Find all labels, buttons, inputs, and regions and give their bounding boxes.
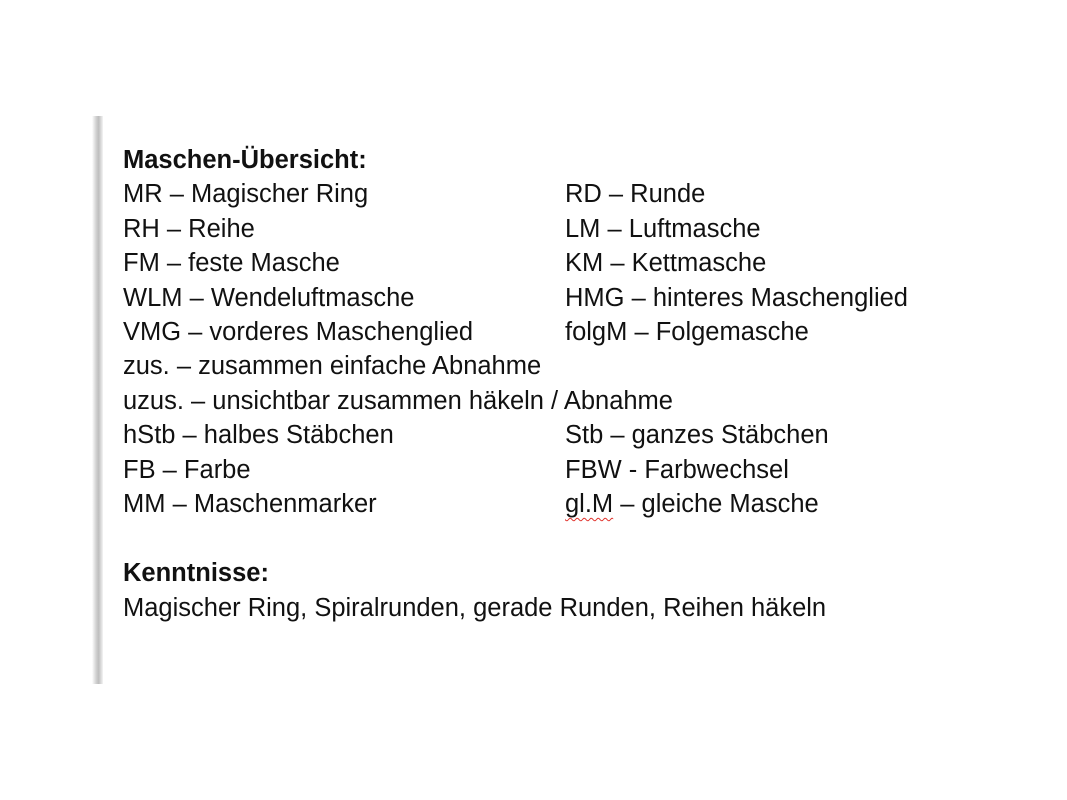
- spellcheck-flagged-word: gl.M: [565, 489, 614, 518]
- abbreviation-uzus: uzus. – unsichtbar zusammen häkeln / Abnahme: [123, 386, 673, 415]
- abbreviation-glm-meaning: – gleiche Masche: [613, 489, 819, 518]
- skills-text: Magischer Ring, Spiralrunden, gerade Runden, Reihen häkeln: [123, 593, 827, 622]
- abbreviation-row: [123, 315, 1023, 349]
- abbreviation-row: [123, 281, 1023, 315]
- abbreviation-row: [123, 453, 1023, 487]
- abbreviation-row: [123, 246, 1023, 280]
- abbreviations-heading: Maschen-Übersicht:: [123, 146, 367, 174]
- abbreviation-mm: MM – Maschenmarker: [123, 489, 377, 518]
- page-edge-shadow: [92, 116, 103, 684]
- abbreviation-lm: LM – Luftmasche: [565, 214, 761, 243]
- abbreviation-glm: [565, 487, 819, 521]
- abbreviation-row: [123, 487, 1023, 521]
- abbreviation-row: [123, 349, 1023, 383]
- abbreviation-row: [123, 212, 1023, 246]
- abbreviation-stb: Stb – ganzes Stäbchen: [565, 421, 829, 450]
- paragraph-spacer: [123, 521, 1023, 556]
- abbreviation-row: [123, 418, 1023, 452]
- abbreviation-km: KM – Kettmasche: [565, 249, 767, 278]
- skills-heading: Kenntnisse:: [123, 559, 269, 588]
- abbreviation-hstb: hStb – halbes Stäbchen: [123, 421, 394, 450]
- abbreviation-vmg: VMG – vorderes Maschenglied: [123, 317, 474, 346]
- abbreviation-fbw: FBW - Farbwechsel: [565, 455, 789, 484]
- abbreviation-zus: zus. – zusammen einfache Abnahme: [123, 352, 542, 381]
- abbreviation-row: [123, 384, 1023, 418]
- abbreviation-mr: MR – Magischer Ring: [123, 180, 369, 209]
- abbreviation-rd: RD – Runde: [565, 180, 706, 209]
- abbreviation-fb: FB – Farbe: [123, 455, 251, 484]
- abbreviation-rh: RH – Reihe: [123, 214, 255, 243]
- document-body: [123, 143, 1023, 625]
- abbreviation-hmg: HMG – hinteres Maschenglied: [565, 283, 908, 312]
- abbreviation-folgm: folgM – Folgemasche: [565, 317, 809, 346]
- abbreviation-wlm: WLM – Wendeluftmasche: [123, 283, 415, 312]
- abbreviation-row: [123, 177, 1023, 211]
- abbreviation-fm: FM – feste Masche: [123, 249, 340, 278]
